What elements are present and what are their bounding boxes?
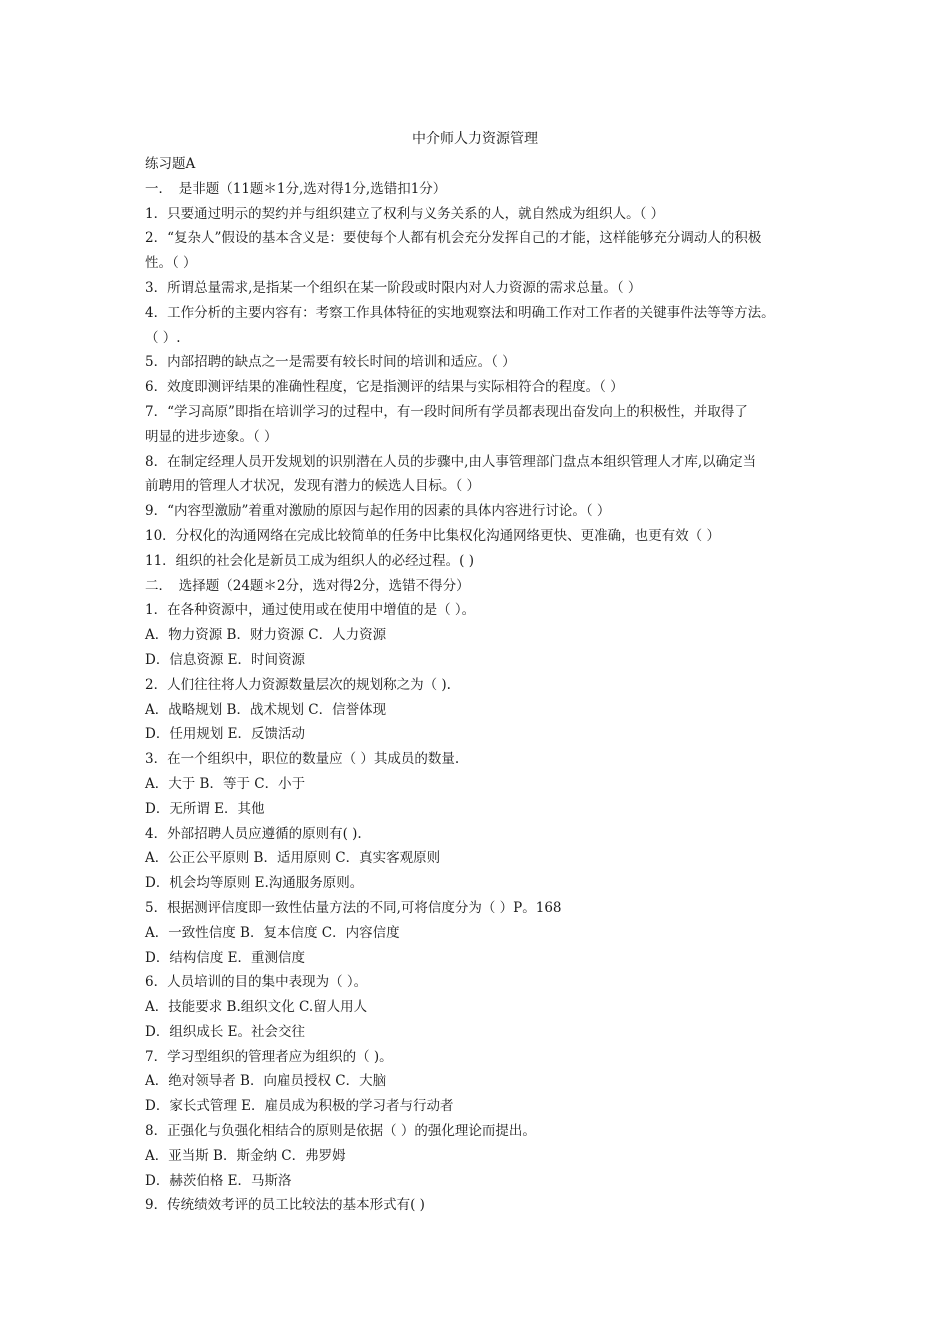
document-line: 7．学习型组织的管理者应为组织的（ )。 [145, 1048, 393, 1065]
document-line: A．亚当斯 B．斯金纳 C．弗罗姆 [145, 1147, 346, 1164]
document-line: A．战略规划 B．战术规划 C．信誉体现 [145, 701, 387, 718]
document-line: D．赫茨伯格 E．马斯洛 [145, 1172, 292, 1189]
document-line: A．一致性信度 B．复本信度 C．内容信度 [145, 924, 400, 941]
document-line: 9．传统绩效考评的员工比较法的基本形式有( ) [145, 1197, 425, 1214]
document-line: 2．“复杂人”假设的基本含义是：要使每个人都有机会充分发挥自己的才能，这样能够充分调动人的积极 [145, 230, 762, 247]
document-line: A．技能要求 B.组织文化 C.留人用人 [145, 999, 368, 1016]
document-line: 8．在制定经理人员开发规划的识别潜在人员的步骤中,由人事管理部门盘点本组织管理人才库,以确定当 [145, 453, 757, 470]
document-line: D．任用规划 E．反馈活动 [145, 726, 305, 743]
document-line: 4．外部招聘人员应遵循的原则有( ). [145, 825, 362, 842]
document-line: 6．人员培训的目的集中表现为（ ）。 [145, 974, 368, 991]
document-line: 5．内部招聘的缺点之一是需要有较长时间的培训和适应。（ ） [145, 354, 516, 371]
document-line: 二． 选择题（24题＊2分，选对得2分，选错不得分） [145, 577, 470, 594]
document-line: 4．工作分析的主要内容有：考察工作具体特征的实地观察法和明确工作对工作者的关键事件法等等方法。 [145, 304, 775, 321]
document-line: 11．组织的社会化是新员工成为组织人的必经过程。( ) [145, 552, 475, 569]
document-line: D．信息资源 E．时间资源 [145, 651, 305, 668]
document-line: 8．正强化与负强化相结合的原则是依据（ ）的强化理论而提出。 [145, 1123, 536, 1140]
document-line: D．组织成长 E。社会交往 [145, 1023, 305, 1040]
document-line: A．公正公平原则 B．适用原则 C．真实客观原则 [145, 850, 441, 867]
document-line: 1．只要通过明示的契约并与组织建立了权利与义务关系的人，就自然成为组织人。（ ） [145, 205, 665, 222]
document-line: 10．分权化的沟通网络在完成比较简单的任务中比集权化沟通网络更快、更准确，也更有效（ ） [145, 527, 720, 544]
document-line: D．结构信度 E．重测信度 [145, 949, 305, 966]
document-line: 5．根据测评信度即一致性估量方法的不同,可将信度分为（ ）P。168 [145, 899, 562, 916]
document-line: D．无所谓 E．其他 [145, 800, 265, 817]
document-line: A．物力资源 B．财力资源 C．人力资源 [145, 627, 387, 644]
document-line: 7．“学习高原”即指在培训学习的过程中，有一段时间所有学员都表现出奋发向上的积极性，并取得了 [145, 403, 748, 420]
document-line: 2．人们往往将人力资源数量层次的规划称之为（ ). [145, 676, 451, 693]
document-line: 9．“内容型激励”着重对激励的原因与起作用的因素的具体内容进行讨论。（ ） [145, 503, 611, 520]
document-title: 中介师人力资源管理 [412, 131, 538, 147]
document-line: 一． 是非题（11题＊1分,选对得1分,选错扣1分） [145, 180, 447, 197]
document-line: A．大于 B．等于 C．小于 [145, 775, 306, 792]
document-line: 明显的进步迹象。（ ） [145, 428, 278, 445]
document-line: A．绝对领导者 B．向雇员授权 C．大脑 [145, 1073, 387, 1090]
document-line: 3．所谓总量需求,是指某一个组织在某一阶段或时限内对人力资源的需求总量。（ ） [145, 279, 642, 296]
document-line: （ ）. [145, 329, 181, 346]
document-line: 练习题A [145, 156, 196, 172]
document-body [145, 152, 810, 1218]
document-line: 1．在各种资源中，通过使用或在使用中增值的是（ ）。 [145, 602, 476, 619]
document-line: 6．效度即测评结果的准确性程度，它是指测评的结果与实际相符合的程度。（ ） [145, 379, 624, 396]
document-line: D．家长式管理 E．雇员成为积极的学习者与行动者 [145, 1098, 454, 1115]
document-line: 性。（ ） [145, 255, 197, 272]
document-line: 前聘用的管理人才状况，发现有潜力的候选人目标。（ ） [145, 478, 481, 495]
document-line: 3．在一个组织中，职位的数量应（ ）其成员的数量. [145, 751, 460, 768]
document-line: D．机会均等原则 E.沟通服务原则。 [145, 875, 364, 892]
